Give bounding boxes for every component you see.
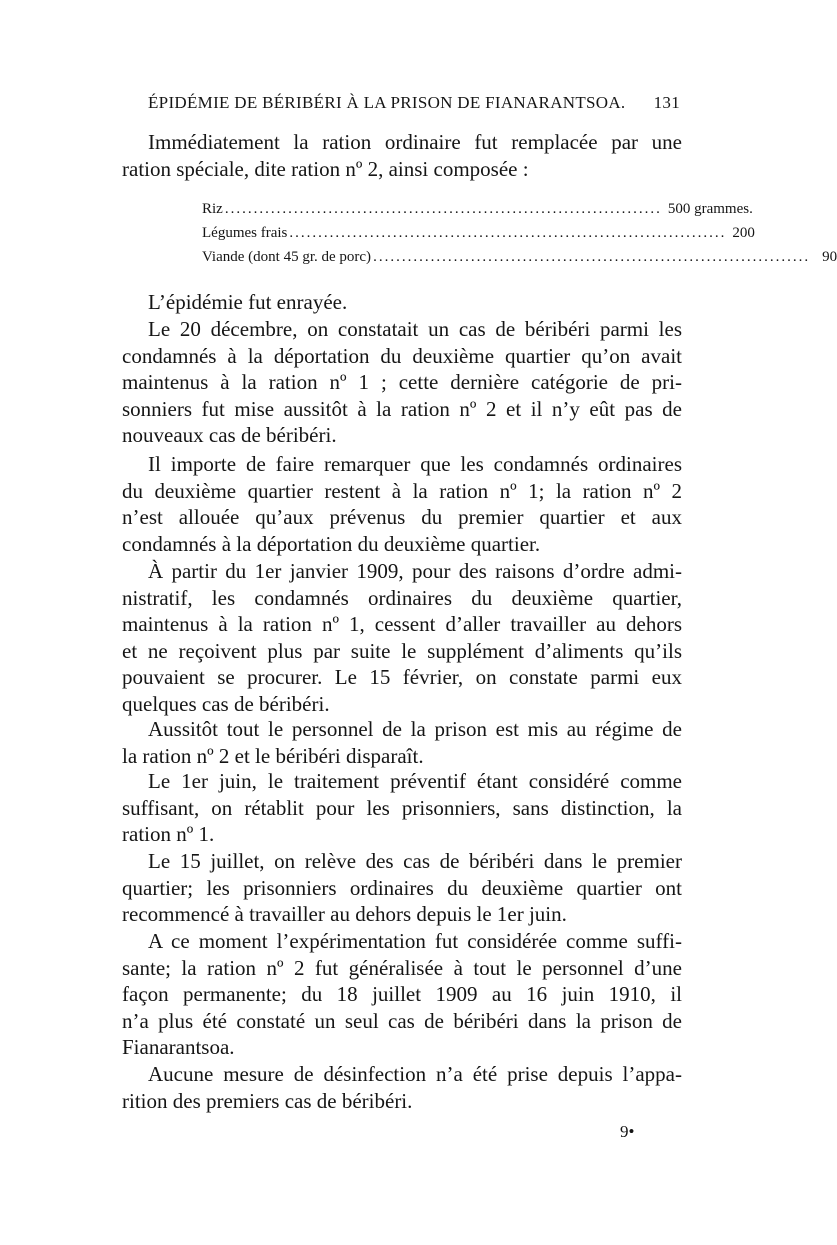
text-line: A ce moment l’expérimentation fut considérée comme suffi- bbox=[148, 929, 682, 953]
text-line: n’est allouée qu’aux prévenus du premier quartier et aux bbox=[122, 505, 682, 529]
ration-table bbox=[202, 197, 837, 269]
paragraph-5 bbox=[122, 558, 682, 717]
text-line: Aucune mesure de désinfection n’a été prise depuis l’appa- bbox=[148, 1062, 682, 1086]
ration-row bbox=[202, 197, 753, 221]
page-number: 131 bbox=[653, 93, 680, 112]
text-line: nouveaux cas de béribéri. bbox=[122, 423, 337, 447]
text-line: quartier; les prisonniers ordinaires du deuxième quartier ont bbox=[122, 875, 682, 900]
text-line: et ne reçoivent plus par suite le supplément d’aliments qu’ils bbox=[122, 638, 682, 663]
text-line: L’épidémie fut enrayée. bbox=[148, 290, 348, 314]
text-line: quelques cas de béribéri. bbox=[122, 691, 330, 716]
paragraph-10 bbox=[122, 1061, 682, 1114]
text-line: Aussitôt tout le personnel de la prison est mis au régime de bbox=[148, 717, 682, 741]
ration-row bbox=[202, 245, 837, 269]
paragraph-1 bbox=[122, 129, 682, 182]
text-line: nistratif, les condamnés ordinaires du deuxième quartier, bbox=[122, 585, 682, 610]
paragraph-9 bbox=[122, 928, 682, 1061]
text-line: Le 1er juin, le traitement préventif étant considéré comme bbox=[148, 769, 682, 793]
text-line: Le 15 juillet, on relève des cas de béribéri dans le premier bbox=[148, 849, 682, 873]
dot-leader: ............................................................................ bbox=[373, 249, 811, 265]
text-line: rition des premiers cas de béribéri. bbox=[122, 1088, 413, 1113]
paragraph-7 bbox=[122, 768, 682, 848]
ration-quantity: 500 grammes. bbox=[667, 201, 753, 217]
text-line: À partir du 1er janvier 1909, pour des raisons d’ordre admi- bbox=[148, 559, 682, 583]
text-line: condamnés à la déportation du deuxième quartier. bbox=[122, 531, 541, 556]
text-line: sonniers fut mise aussitôt à la ration nº 2 et il n’y eût pas de bbox=[122, 396, 682, 421]
paragraph-6 bbox=[122, 716, 682, 769]
text-line: ration spéciale, dite ration nº 2, ainsi composée : bbox=[122, 156, 529, 181]
ration-row bbox=[202, 221, 755, 245]
paragraph-2 bbox=[122, 289, 682, 316]
ration-item: Légumes frais bbox=[202, 225, 288, 241]
ration-quantity: 200 bbox=[732, 225, 755, 241]
text-line: maintenus à la ration nº 1, cessent d’aller travailler au dehors bbox=[122, 612, 682, 636]
paragraph-8 bbox=[122, 848, 682, 928]
dot-leader: ............................................................................ bbox=[289, 225, 727, 241]
text-line: pouvaient se procurer. Le 15 février, on constate parmi eux bbox=[122, 665, 682, 689]
running-title: ÉPIDÉMIE DE BÉRIBÉRI À LA PRISON DE FIANARANTSOA. bbox=[148, 93, 626, 112]
text-line: la ration nº 2 et le béribéri disparaît. bbox=[122, 743, 424, 768]
text-line: façon permanente; du 18 juillet 1909 au 16 juin 1910, il bbox=[122, 982, 682, 1006]
text-line: Fianarantsoa. bbox=[122, 1035, 235, 1059]
text-line: condamnés à la déportation du deuxième quartier qu’on avait bbox=[122, 343, 682, 368]
text-line: maintenus à la ration nº 1 ; cette dernière catégorie de pri- bbox=[122, 370, 682, 394]
text-line: du deuxième quartier restent à la ration nº 1; la ration nº 2 bbox=[122, 478, 682, 503]
dot-leader: ............................................................................ bbox=[224, 201, 662, 217]
text-line: ration nº 1. bbox=[122, 822, 215, 846]
text-line: suffisant, on rétablit pour les prisonniers, sans distinction, la bbox=[122, 795, 682, 820]
text-line: Il importe de faire remarquer que les condamnés ordinaires bbox=[148, 452, 682, 476]
ration-quantity: 90 bbox=[822, 249, 837, 265]
signature-mark: 9• bbox=[620, 1122, 635, 1141]
text-line: sante; la ration nº 2 fut généralisée à tout le personnel d’une bbox=[122, 955, 682, 980]
paragraph-3 bbox=[122, 316, 682, 449]
text-line: Le 20 décembre, on constatait un cas de béribéri parmi les bbox=[148, 317, 682, 341]
text-line: Immédiatement la ration ordinaire fut remplacée par une bbox=[148, 130, 682, 154]
paragraph-4 bbox=[122, 451, 682, 557]
text-line: recommencé à travailler au dehors depuis le 1er juin. bbox=[122, 902, 567, 926]
ration-item: Viande (dont 45 gr. de porc) bbox=[202, 249, 372, 265]
ration-item: Riz bbox=[202, 201, 223, 217]
text-line: n’a plus été constaté un seul cas de béribéri dans la prison de bbox=[122, 1008, 682, 1033]
running-header bbox=[148, 93, 680, 113]
